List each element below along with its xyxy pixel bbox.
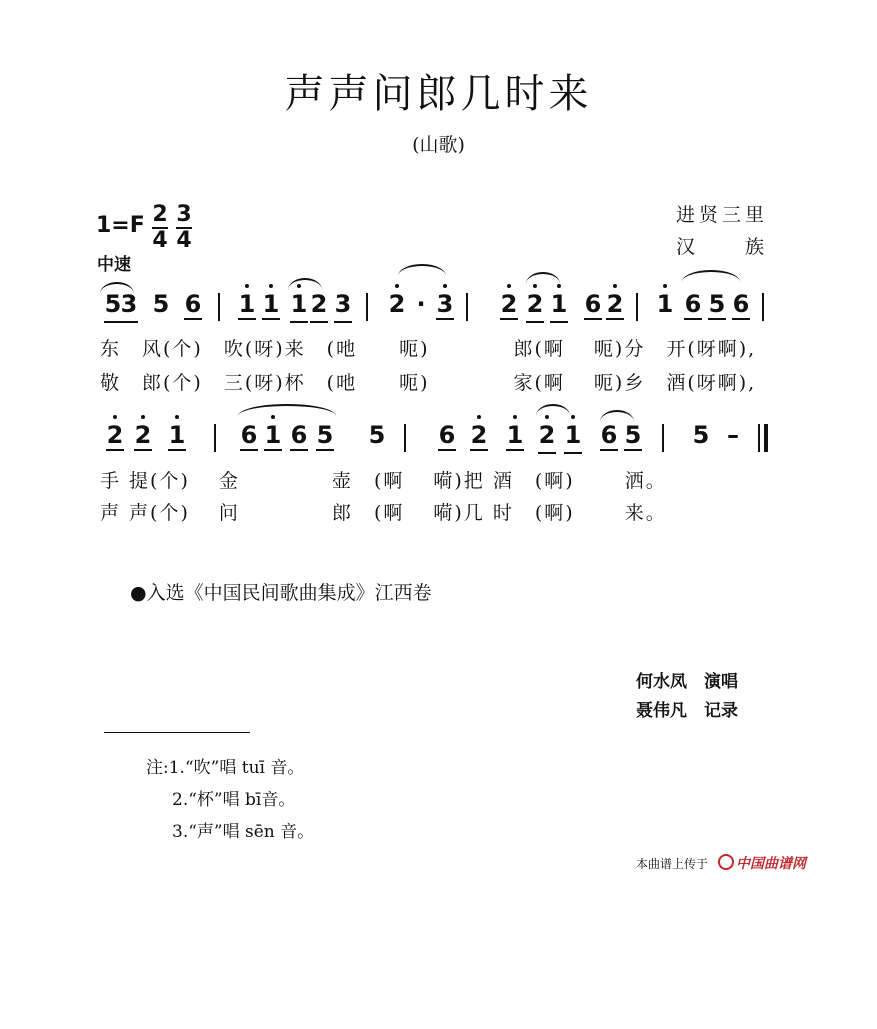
logo-icon xyxy=(718,854,734,870)
time-signature-2: 3 4 xyxy=(176,202,192,253)
singer-credit: 何水凤 演唱 xyxy=(636,672,738,692)
note: 5 xyxy=(152,290,170,318)
slur xyxy=(526,272,560,284)
note: 1 xyxy=(262,290,280,318)
slur xyxy=(288,278,322,290)
lyrics-row-2-verse-1: 手 提(个) 金 壶 (啊 嗬)把 酒 (啊) 洒。 xyxy=(100,470,667,492)
note: 5 xyxy=(368,421,386,449)
barline xyxy=(762,293,764,321)
slur xyxy=(398,264,446,276)
note: 3 xyxy=(436,290,454,318)
barline xyxy=(662,424,664,452)
note: 3 xyxy=(120,290,138,318)
note: 1 xyxy=(550,290,568,318)
slur xyxy=(600,410,634,422)
note: 5 xyxy=(316,421,334,449)
barline xyxy=(466,293,468,321)
footnote-1: 注:1.“吹”唱 tuī 音。 xyxy=(146,758,305,778)
note: 5 xyxy=(708,290,726,318)
note: 1 xyxy=(564,421,582,449)
note: 2 xyxy=(310,290,328,318)
slur xyxy=(100,282,134,294)
note: 6 xyxy=(184,290,202,318)
note: – xyxy=(727,421,739,449)
ethnic-label: 汉族 xyxy=(676,236,815,258)
note: 5 xyxy=(692,421,710,449)
key-signature: 1=F xyxy=(96,213,145,238)
barline xyxy=(214,424,216,452)
note: 1 xyxy=(264,421,282,449)
lyrics-row-1-verse-1: 东 风(个) 吹(呀)来 (吔 呃) 郎(啊 呃)分 开(呀啊), xyxy=(100,338,757,360)
recorder-credit: 聂伟凡 记录 xyxy=(636,701,738,721)
note: 6 xyxy=(600,421,618,449)
site-logo[interactable] xyxy=(718,853,806,873)
note: 2 xyxy=(106,421,124,449)
slur xyxy=(682,270,740,282)
footnote-2: 2.“杯”唱 bī音。 xyxy=(172,790,296,810)
barline xyxy=(366,293,368,321)
tempo-marking: 中速 xyxy=(97,255,131,275)
region-label: 进贤三里 xyxy=(676,204,769,226)
note: · xyxy=(416,290,426,318)
note: 6 xyxy=(732,290,750,318)
note: 1 xyxy=(238,290,256,318)
note: 2 xyxy=(134,421,152,449)
note: 1 xyxy=(290,290,308,318)
lyrics-row-2-verse-2: 声 声(个) 问 郎 (啊 嗬)几 时 (啊) 来。 xyxy=(100,502,667,524)
site-name: 中国曲谱网 xyxy=(736,856,806,872)
note: 1 xyxy=(656,290,674,318)
footnote-3: 3.“声”唱 sēn 音。 xyxy=(172,822,315,842)
upload-text: 本曲谱上传于 xyxy=(636,857,709,871)
lyrics-row-1-verse-2: 敬 郎(个) 三(呀)杯 (吔 呃) 家(啊 呃)乡 酒(呀啊), xyxy=(100,372,757,394)
collection-caption: ●入选《中国民间歌曲集成》江西卷 xyxy=(130,582,432,604)
slur xyxy=(536,404,570,416)
note: 1 xyxy=(506,421,524,449)
note: 6 xyxy=(290,421,308,449)
note: 6 xyxy=(684,290,702,318)
note: 2 xyxy=(500,290,518,318)
final-barline-thin xyxy=(758,424,760,452)
note: 6 xyxy=(240,421,258,449)
note: 2 xyxy=(470,421,488,449)
song-genre: (山歌) xyxy=(412,134,465,156)
note: 2 xyxy=(606,290,624,318)
footnote-divider xyxy=(104,732,250,733)
time-signature-1: 2 4 xyxy=(152,202,168,253)
note: 6 xyxy=(438,421,456,449)
note: 2 xyxy=(388,290,406,318)
note: 6 xyxy=(584,290,602,318)
barline xyxy=(218,293,220,321)
note: 2 xyxy=(538,421,556,449)
note: 2 xyxy=(526,290,544,318)
note: 3 xyxy=(334,290,352,318)
note: 1 xyxy=(168,421,186,449)
note: 5 xyxy=(624,421,642,449)
slur xyxy=(238,404,336,416)
final-barline-thick xyxy=(764,424,768,452)
note: 5 xyxy=(104,290,122,318)
song-title: 声声问郎几时来 xyxy=(284,71,593,117)
barline xyxy=(636,293,638,321)
barline xyxy=(404,424,406,452)
